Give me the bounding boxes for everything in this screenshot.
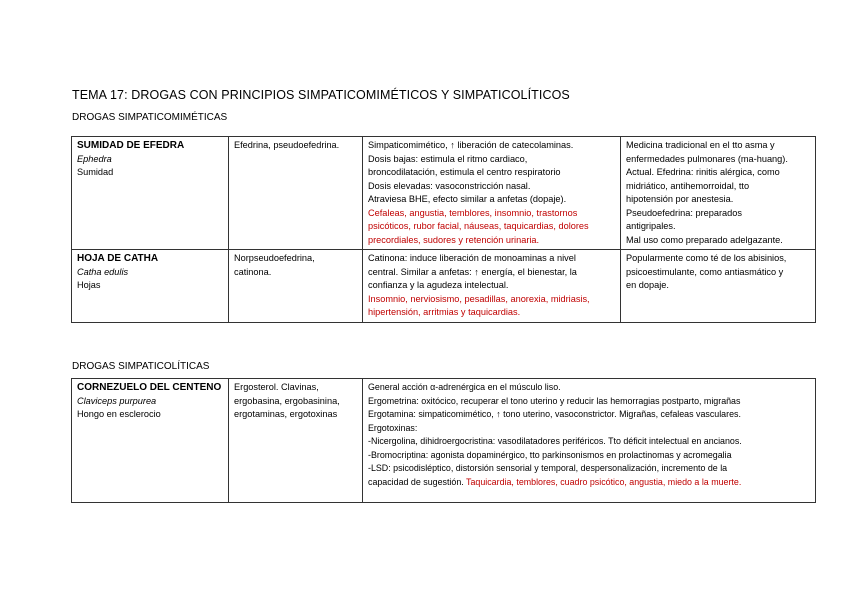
action-line: broncodilatación, estimula el centro respiratorio [368,167,561,177]
principles-line: Ergosterol. Clavinas, [234,382,319,392]
page-title: TEMA 17: DROGAS CON PRINCIPIOS SIMPATICOMIMÉTICOS Y SIMPATICOLÍTICOS [72,88,570,102]
table-row [72,137,816,250]
drug-latin-name: Ephedra [77,153,112,164]
action-line: Ergotoxinas: [368,422,418,433]
simpaticoliticas-table [71,378,816,503]
adverse-line: hipertensión, arritmias y taquicardias. [368,307,521,317]
use-line: Medicina tradicional en el tto asma y [626,140,775,150]
section-label-simpaticomimeticas: DROGAS SIMPATICOMIMÉTICAS [72,112,228,123]
use-line: en dopaje. [626,280,669,290]
principles-text: Efedrina, pseudoefedrina. [234,140,340,150]
section-label-simpaticoliticas: DROGAS SIMPATICOLÍTICAS [72,361,210,372]
table-row [72,379,816,503]
principles-line: ergobasina, ergobasinina, [234,395,340,406]
use-line: Actual. Efedrina: rinitis alérgica, como [626,167,780,177]
use-line: Popularmente como té de los abisinios, [626,253,787,263]
principles-cell [229,250,363,323]
action-line: -Bromocriptina: agonista dopaminérgico, tto parkinsonismos en prolactinomas y acromegalia [368,449,732,460]
drug-name: CORNEZUELO DEL CENTENO [77,382,222,393]
use-line: enfermedades pulmonares (ma-huang). [626,153,788,164]
actions-cell [363,250,621,323]
principles-cell [229,379,363,503]
action-line: Ergotamina: simpaticomimético, ↑ tono uterino, vasoconstrictor. Migrañas, cefaleas vasculares. [368,409,741,419]
action-last-prefix: capacidad de sugestión. [368,476,467,487]
drug-cell [72,250,229,323]
adverse-line: psicóticos, rubor facial, náuseas, taquicardias, dolores [368,221,589,231]
use-line: Pseudoefedrina: preparados [626,207,742,218]
use-line: antigripales. [626,221,676,231]
action-line-last [368,476,810,490]
drug-part: Hojas [77,280,101,290]
principles-cell [229,137,363,250]
drug-latin-name: Catha edulis [77,266,129,277]
use-line: hipotensión por anestesia. [626,194,734,204]
action-line: central. Similar a anfetas: ↑ energía, el bienestar, la [368,266,577,277]
action-line: General acción α-adrenérgica en el músculo liso. [368,382,561,392]
actions-cell [363,379,816,503]
table-row [72,250,816,323]
action-line: Atraviesa BHE, efecto similar a anfetas (dopaje). [368,194,567,204]
principles-line: ergotaminas, ergotoxinas [234,409,338,419]
simpaticomimeticas-table [71,136,816,323]
drug-name: SUMIDAD DE EFEDRA [77,140,185,151]
actions-cell [363,137,621,250]
action-line: Dosis elevadas: vasoconstricción nasal. [368,180,531,191]
principles-line: Norpseudoefedrina, [234,253,315,263]
use-line: Mal uso como preparado adelgazante. [626,234,783,245]
action-line: confianza y la agudeza intelectual. [368,280,509,290]
uses-cell [621,137,816,250]
drug-latin-name: Claviceps purpurea [77,395,157,406]
adverse-line: precordiales, sudores y retención urinaria. [368,234,540,245]
action-line: Ergometrina: oxitócico, recuperar el tono uterino y reducir las hemorragias postparto, migrañas [368,395,741,406]
adverse-line: Insomnio, nerviosismo, pesadillas, anorexia, midriasis, [368,293,590,304]
drug-part: Sumidad [77,167,114,177]
action-line: -LSD: psicodisléptico, distorsión sensorial y temporal, despersonalización, incremento de la [368,463,728,473]
use-line: psicoestimulante, como antiasmático y [626,266,784,277]
action-line: Simpaticomimético, ↑ liberación de catecolaminas. [368,140,574,150]
drug-cell [72,137,229,250]
adverse-line: Cefaleas, angustia, temblores, insomnio, trastornos [368,207,578,218]
drug-cell [72,379,229,503]
action-line: Dosis bajas: estimula el ritmo cardiaco, [368,153,528,164]
action-line: Catinona: induce liberación de monoaminas a nivel [368,253,576,263]
drug-part: Hongo en esclerocio [77,409,161,419]
drug-name: HOJA DE CATHA [77,253,159,264]
use-line: midriático, antihemorroidal, tto [626,180,750,191]
principles-line: catinona. [234,266,272,277]
adverse-text: Taquicardia, temblores, cuadro psicótico, angustia, miedo a la muerte. [466,476,742,487]
uses-cell [621,250,816,323]
action-line: -Nicergolina, dihidroergocristina: vasodilatadores periféricos. Tto déficit intelectual en ancianos. [368,436,742,446]
